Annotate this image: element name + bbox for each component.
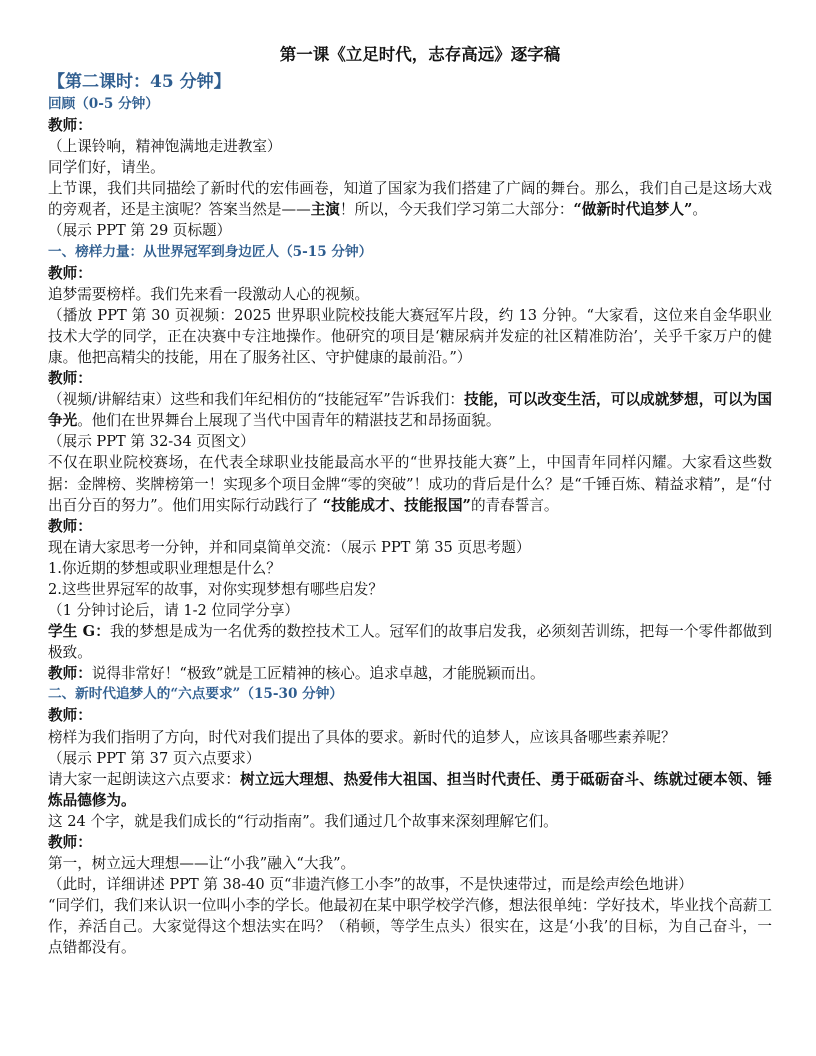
text-run: “同学们，我们来认识一位叫小李的学长。他最初在某中职学校学汽修，想法很单纯：学好技术，毕业找个高薪工作，养活自己。大家觉得这个想法实在吗？（稍顿，等学生点头）很实在，这是‘小我’的目标，为自己奋斗，一点错都没有。 [48, 897, 772, 957]
document-title: 第一课《立足时代，志存高远》逐字稿 [279, 45, 561, 64]
stage-direction [48, 748, 772, 769]
section-review: 回顾（0-5 分钟） [48, 96, 159, 112]
speaker-teacher: 教师： [48, 264, 92, 282]
text-run: 的青春誓言。 [470, 496, 559, 514]
emphasis-text: 树立远大理想、热爱伟大祖国、担当时代责任、勇于砥砺奋斗、练就过硬本领、锤炼品德修为。 [48, 770, 772, 809]
text-run: 说得非常好！“极致”就是工匠精神的核心。追求卓越，才能脱颖而出。 [91, 665, 545, 683]
paragraph [48, 811, 772, 832]
text-run: （1 分钟讨论后，请 1-2 位同学分享） [48, 602, 300, 620]
paragraph [48, 284, 772, 305]
text-run: （展示 PPT 第 32-34 页图文） [48, 433, 255, 451]
text-run: ！所以，今天我们学习第二大部分： [339, 201, 574, 219]
stage-direction [48, 600, 772, 621]
speaker-teacher: 教师： [48, 834, 92, 851]
text-run: 1.你近期的梦想或职业理想是什么？ [48, 559, 281, 577]
stage-direction [48, 305, 772, 368]
text-run: 榜样为我们指明了方向，时代对我们提出了具体的要求。新时代的追梦人，应该具备哪些素养呢？ [48, 728, 676, 746]
emphasis-text: 学生 G： [48, 623, 110, 641]
text-run: （播放 PPT 第 30 页视频：2025 世界职业院校技能大赛冠军片段，约 13 分钟。“大家看，这位来自金华职业技术大学的同学，正在决赛中专注地操作。他研究的项目是‘糖尿病并发症的社区精准防治’，关乎千家万户的健康。他把高精尖的技能，用在了服务社区、守护健康的最前沿。”） [48, 306, 772, 366]
paragraph [48, 389, 772, 431]
paragraph [48, 769, 772, 811]
emphasis-text: “做新时代追梦人” [573, 201, 693, 219]
paragraph [48, 895, 772, 958]
emphasis-text: 技能，可以改变生活，可以成就梦想，可以为国争光 [48, 391, 772, 430]
text-run: 第一，树立远大理想——让“小我”融入“大我”。 [48, 855, 356, 873]
speaker-teacher: 教师： [48, 117, 92, 134]
text-run: 。 [692, 201, 707, 219]
text-run: 追梦需要榜样。我们先来看一段激动人心的视频。 [48, 285, 370, 303]
text-run: 同学们好，请坐。 [48, 159, 165, 177]
text-run: （此时，详细讲述 PPT 第 38-40 页“非遗汽修工小李”的故事，不是快速带过，而是绘声绘色地讲） [48, 876, 693, 894]
text-run: 不仅在职业院校赛场，在代表全球职业技能最高水平的“世界技能大赛”上，中国青年同样闪耀。大家看这些数据：金牌榜、奖牌榜第一！实现多个项目金牌“零的突破”！成功的背后是什么？是“千锤百炼、精益求精”，是“付出百分百的努力”。他们用实际行动践行了 [48, 454, 772, 514]
emphasis-text: 主演 [310, 201, 340, 219]
text-run: 这 24 个字，就是我们成长的“行动指南”。我们通过几个故事来深刻理解它们。 [48, 812, 558, 830]
emphasis-text: 教师： [48, 665, 92, 683]
emphasis-text: “技能成才、技能报国” [322, 496, 471, 514]
stage-direction [48, 431, 772, 452]
text-run: （视频/讲解结束）这些和我们年纪相仿的“技能冠军”告诉我们： [48, 391, 465, 409]
paragraph [48, 157, 772, 178]
stage-direction [48, 136, 772, 157]
stage-direction [48, 874, 772, 895]
document-page [48, 42, 772, 959]
paragraph [48, 452, 772, 515]
section-2: 二、新时代追梦人的“六点要求”（15-30 分钟） [48, 686, 343, 703]
question [48, 558, 772, 579]
text-run: （展示 PPT 第 37 页六点要求） [48, 749, 261, 767]
text-run: 现在请大家思考一分钟，并和同桌简单交流：（展示 PPT 第 35 页思考题） [48, 538, 531, 556]
speaker-teacher: 教师： [48, 707, 92, 725]
section-1: 一、榜样力量：从世界冠军到身边匠人（5-15 分钟） [48, 243, 373, 260]
text-run: 。他们在世界舞台上展现了当代中国青年的精湛技艺和昂扬面貌。 [77, 412, 501, 430]
question [48, 579, 772, 600]
lesson-period-heading: 【第二课时：45 分钟】 [48, 72, 231, 92]
speaker-teacher: 教师： [48, 370, 92, 388]
text-run: （上课铃响，精神饱满地走进教室） [48, 138, 282, 156]
document-body [48, 94, 772, 959]
text-run: 2.这些世界冠军的故事，对你实现梦想有哪些启发？ [48, 580, 383, 598]
paragraph [48, 727, 772, 748]
teacher-reply [48, 663, 772, 684]
paragraph [48, 537, 772, 558]
text-run: 请大家一起朗读这六点要求： [48, 770, 241, 788]
stage-direction [48, 220, 772, 241]
text-run: 我的梦想是成为一名优秀的数控技术工人。冠军们的故事启发我，必须刻苦训练，把每一个零件都做到极致。 [48, 623, 772, 662]
paragraph [48, 853, 772, 874]
text-run: （展示 PPT 第 29 页标题） [48, 222, 232, 240]
paragraph [48, 178, 772, 220]
text-run: 上节课，我们共同描绘了新时代的宏伟画卷，知道了国家为我们搭建了广阔的舞台。那么，我们自己是这场大戏的旁观者，还是主演呢？答案当然是—— [48, 180, 772, 219]
student-answer [48, 621, 772, 663]
speaker-teacher: 教师： [48, 517, 92, 535]
